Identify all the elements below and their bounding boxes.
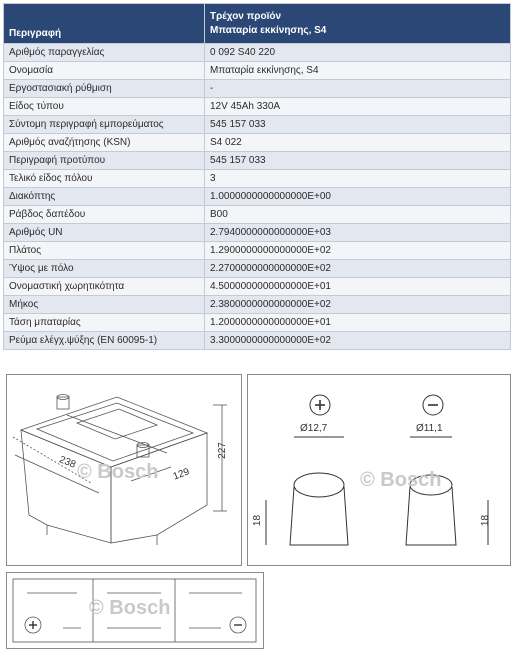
table-row <box>4 188 511 206</box>
row-label: Είδος τύπου <box>4 98 205 116</box>
table-row <box>4 242 511 260</box>
bosch-watermark: © Bosch <box>77 461 159 483</box>
header-current-product <box>205 4 511 44</box>
plus-terminal-icon <box>31 619 32 620</box>
table-row <box>4 152 511 170</box>
header-current-product-title: Τρέχον προϊόν <box>210 10 282 22</box>
header-description: Περιγραφή <box>4 4 205 44</box>
row-label: Ονομαστική χωρητικότητα <box>4 278 205 296</box>
right-height-label: 18 <box>480 514 492 527</box>
row-value: 2.3800000000000000E+02 <box>205 296 511 314</box>
table-row <box>4 206 511 224</box>
row-label: Αριθμός παραγγελίας <box>4 44 205 62</box>
row-value: 3 <box>205 170 511 188</box>
row-label: Ράβδος δαπέδου <box>4 206 205 224</box>
row-label: Αριθμός αναζήτησης (KSN) <box>4 134 205 152</box>
row-value: - <box>205 80 511 98</box>
row-label: Πλάτος <box>4 242 205 260</box>
row-value: Μπαταρία εκκίνησης, S4 <box>205 62 511 80</box>
table-row <box>4 80 511 98</box>
table-row <box>4 278 511 296</box>
battery-dimension-drawing <box>6 374 242 566</box>
left-height-label: 18 <box>252 514 264 527</box>
length-label: 238 <box>57 454 78 471</box>
row-label: Εργοστασιακή ρύθμιση <box>4 80 205 98</box>
minus-terminal-icon <box>431 397 432 398</box>
row-value: B00 <box>205 206 511 224</box>
table-row <box>4 98 511 116</box>
row-value: 545 157 033 <box>205 116 511 134</box>
row-value: 545 157 033 <box>205 152 511 170</box>
table-row <box>4 260 511 278</box>
minus-terminal-icon <box>236 619 237 620</box>
table-row <box>4 44 511 62</box>
row-value: 4.5000000000000000E+01 <box>205 278 511 296</box>
row-label: Διακόπτης <box>4 188 205 206</box>
table-row <box>4 170 511 188</box>
height-label: 227 <box>216 442 228 459</box>
table-header-row <box>4 4 511 44</box>
battery-spec-table <box>3 3 511 350</box>
table-row <box>4 116 511 134</box>
table-row <box>4 224 511 242</box>
table-row <box>4 314 511 332</box>
row-value: 2.2700000000000000E+02 <box>205 260 511 278</box>
row-label: Ύψος με πόλο <box>4 260 205 278</box>
row-value: 1.2000000000000000E+01 <box>205 314 511 332</box>
row-value: 2.7940000000000000E+03 <box>205 224 511 242</box>
row-label: Ονομασία <box>4 62 205 80</box>
bosch-watermark: © Bosch <box>89 597 171 619</box>
row-value: 12V 45Ah 330A <box>205 98 511 116</box>
row-value: 3.3000000000000000E+02 <box>205 332 511 350</box>
row-value: S4 022 <box>205 134 511 152</box>
row-label: Τάση μπαταρίας <box>4 314 205 332</box>
plus-terminal-icon <box>318 397 319 398</box>
terminal-dimension-drawing <box>247 374 511 566</box>
row-value: 0 092 S40 220 <box>205 44 511 62</box>
table-row <box>4 134 511 152</box>
row-label: Σύντομη περιγραφή εμπορεύματος <box>4 116 205 134</box>
row-label: Ρεύμα ελέγχ.ψύξης (EN 60095-1) <box>4 332 205 350</box>
row-label: Περιγραφή προτύπου <box>4 152 205 170</box>
table-row <box>4 296 511 314</box>
row-value: 1.2900000000000000E+02 <box>205 242 511 260</box>
width-label: 129 <box>171 466 192 483</box>
table-row <box>4 62 511 80</box>
terminal-layout-drawing <box>6 572 264 649</box>
table-row <box>4 332 511 350</box>
bosch-watermark: © Bosch <box>360 469 442 491</box>
row-label: Τελικό είδος πόλου <box>4 170 205 188</box>
row-label: Μήκος <box>4 296 205 314</box>
plus-diameter-label: Ø12,7 <box>300 423 328 434</box>
row-value: 1.0000000000000000E+00 <box>205 188 511 206</box>
row-label: Αριθμός UN <box>4 224 205 242</box>
minus-diameter-label: Ø11,1 <box>416 423 443 434</box>
header-product-name: Μπαταρία εκκίνησης, S4 <box>210 24 327 36</box>
